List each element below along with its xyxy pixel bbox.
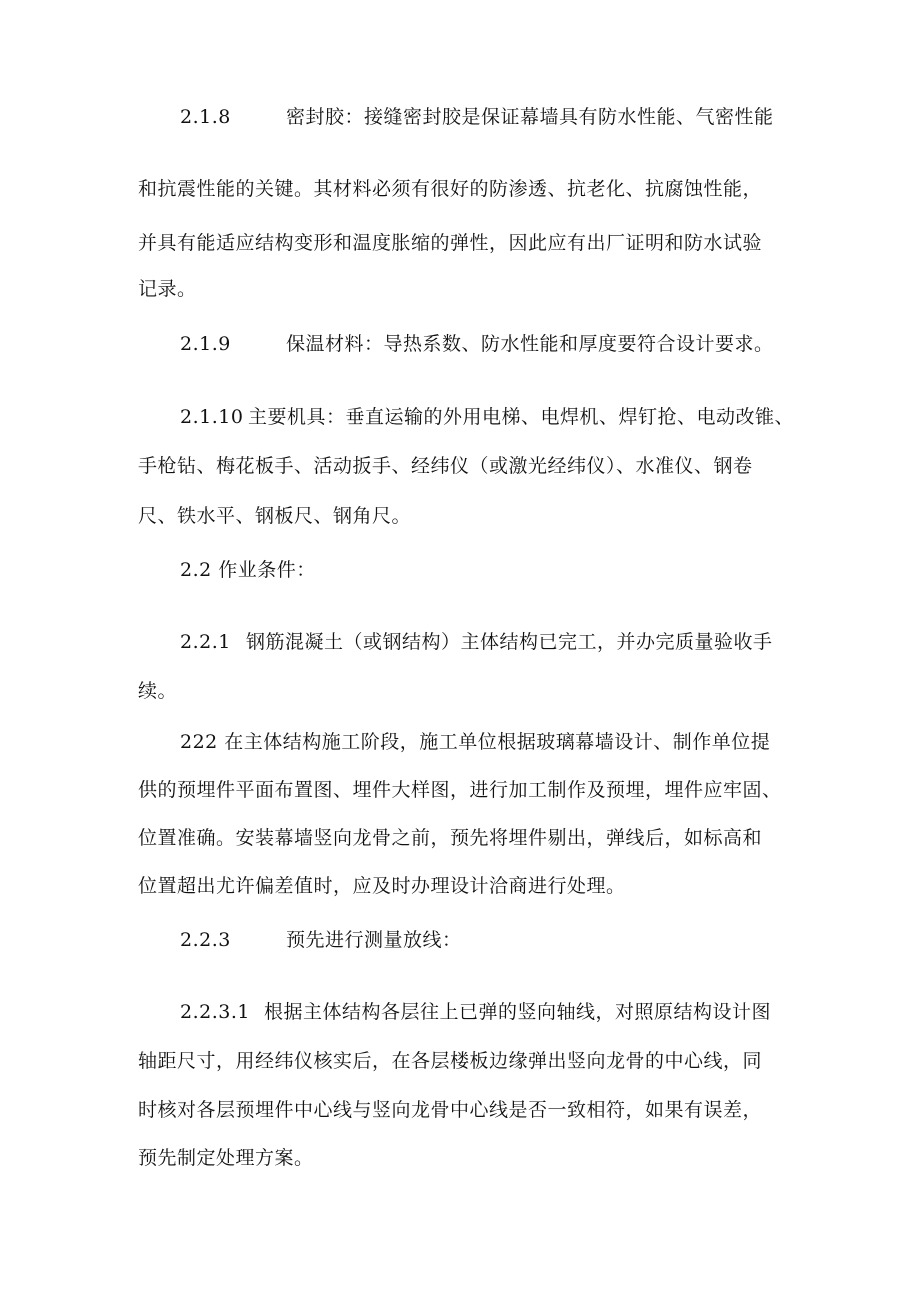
paragraph-line: 时核对各层预埋件中心线与竖向龙骨中心线是否一致相符，如果有误差， — [138, 1099, 763, 1121]
section-heading: 2.2 作业条件： — [180, 559, 316, 581]
paragraph-line: 预先进行测量放线： — [286, 929, 462, 951]
paragraph-line: 续。 — [138, 680, 178, 702]
section-number: 2.1.10 — [180, 406, 244, 428]
section-number: 2.1.9 — [180, 333, 231, 355]
paragraph-line: 位置准确。安装幕墙竖向龙骨之前，预先将埋件剔出，弹线后，如标高和 — [138, 827, 763, 849]
paragraph-line: 钢筋混凝土（或钢结构）主体结构已完工，并办完质量验收手 — [246, 631, 773, 653]
paragraph-line: 尺、铁水平、钢板尺、钢角尺。 — [138, 505, 412, 527]
section-number: 2.2.3 — [180, 929, 231, 951]
paragraph-line: 手枪钻、梅花板手、活动扳手、经纬仪（或激光经纬仪）、水准仪、钢卷 — [138, 455, 753, 477]
paragraph-line: 密封胶：接缝密封胶是保证幕墙具有防水性能、气密性能 — [286, 106, 774, 128]
paragraph-line: 位置超出尤许偏差值时，应及时办理设计洽商进行处理。 — [138, 875, 626, 897]
paragraph-line: 222 在主体结构施工阶段，施工单位根据玻璃幕墙设计、制作单位提 — [180, 731, 771, 753]
paragraph-line: 保温材料：导热系数、防水性能和厚度要符合设计要求。 — [286, 333, 774, 355]
paragraph-line: 轴距尺寸，用经纬仪核实后，在各层楼板边缘弹出竖向龙骨的中心线，同 — [138, 1050, 763, 1072]
paragraph-line: 根据主体结构各层往上已弹的竖向轴线，对照原结构设计图 — [264, 1001, 772, 1023]
paragraph-line: 主要机具：垂直运输的外用电梯、电焊机、焊钉抢、电动改锥、 — [248, 406, 795, 428]
paragraph-line: 供的预埋件平面布置图、埋件大样图，进行加工制作及预埋，埋件应牢固、 — [138, 779, 782, 801]
section-number: 2.2.1 — [180, 631, 231, 653]
paragraph-line: 预先制定处理方案。 — [138, 1147, 314, 1169]
section-number: 2.1.8 — [180, 106, 231, 128]
section-number: 2.2.3.1 — [180, 1001, 250, 1023]
paragraph-line: 记录。 — [138, 278, 197, 300]
paragraph-line: 和抗震性能的关键。其材料必须有很好的防渗透、抗老化、抗腐蚀性能， — [138, 178, 763, 200]
paragraph-line: 并具有能适应结构变形和温度胀缩的弹性，因此应有出厂证明和防水试验 — [138, 232, 763, 254]
